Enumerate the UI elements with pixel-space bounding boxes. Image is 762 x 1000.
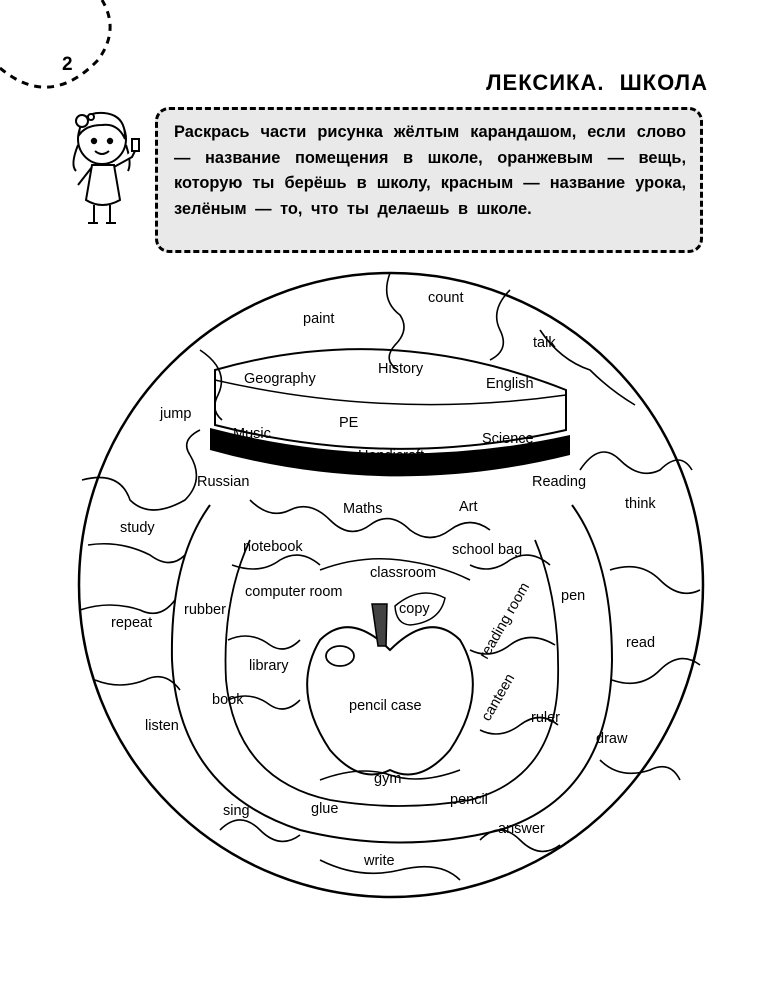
word-school-bag: school bag [452, 542, 523, 558]
word-sing: sing [223, 803, 250, 819]
word-geography: Geography [244, 371, 316, 387]
word-count: count [428, 290, 464, 306]
word-ruler: ruler [531, 710, 561, 726]
word-write: write [364, 853, 395, 869]
word-reading-room: reading room [476, 580, 534, 662]
word-listen: listen [145, 718, 179, 734]
word-think: think [625, 496, 656, 512]
word-read: read [626, 635, 656, 651]
word-answer: answer [498, 821, 545, 837]
word-art: Art [459, 499, 478, 515]
word-book: book [212, 692, 244, 708]
word-classroom: classroom [370, 565, 437, 581]
word-handicraft: Handicraft [358, 448, 425, 464]
instruction-text: Раскрась части рисунка жёлтым карандашом, если слово — название помещения в школе, оранжевым — вещь, которую ты берёшь в школу, красным — название урока, зелёным — то, что ты делаешь в школе. [174, 123, 686, 218]
word-notebook: notebook [243, 539, 303, 555]
word-pencil-case: pencil case [349, 698, 422, 714]
word-jump: jump [160, 406, 192, 422]
word-study: study [120, 520, 155, 536]
word-repeat: repeat [111, 615, 153, 631]
word-paint: paint [303, 311, 335, 327]
word-russian: Russian [197, 474, 250, 490]
word-computer-room: computer room [245, 584, 343, 600]
apple-icon [307, 593, 473, 774]
word-history: History [378, 361, 424, 377]
word-rubber: rubber [184, 602, 226, 618]
word-pencil: pencil [450, 792, 488, 808]
word-gym: gym [374, 771, 402, 787]
word-maths: Maths [343, 501, 383, 517]
word-reading: Reading [532, 474, 587, 490]
word-library: library [249, 658, 289, 674]
word-glue: glue [311, 801, 339, 817]
word-copy: copy [399, 601, 430, 617]
page-number: 2 [62, 54, 73, 75]
word-music: Music [233, 426, 271, 442]
word-talk: talk [533, 335, 556, 351]
word-pen: pen [561, 588, 586, 604]
word-science: Science [482, 431, 534, 447]
word-draw: draw [596, 731, 628, 747]
word-canteen: canteen [478, 671, 519, 724]
page-title: ЛЕКСИКА. ШКОЛА [486, 70, 708, 95]
word-pe: PE [339, 415, 359, 431]
word-english: English [486, 376, 534, 392]
